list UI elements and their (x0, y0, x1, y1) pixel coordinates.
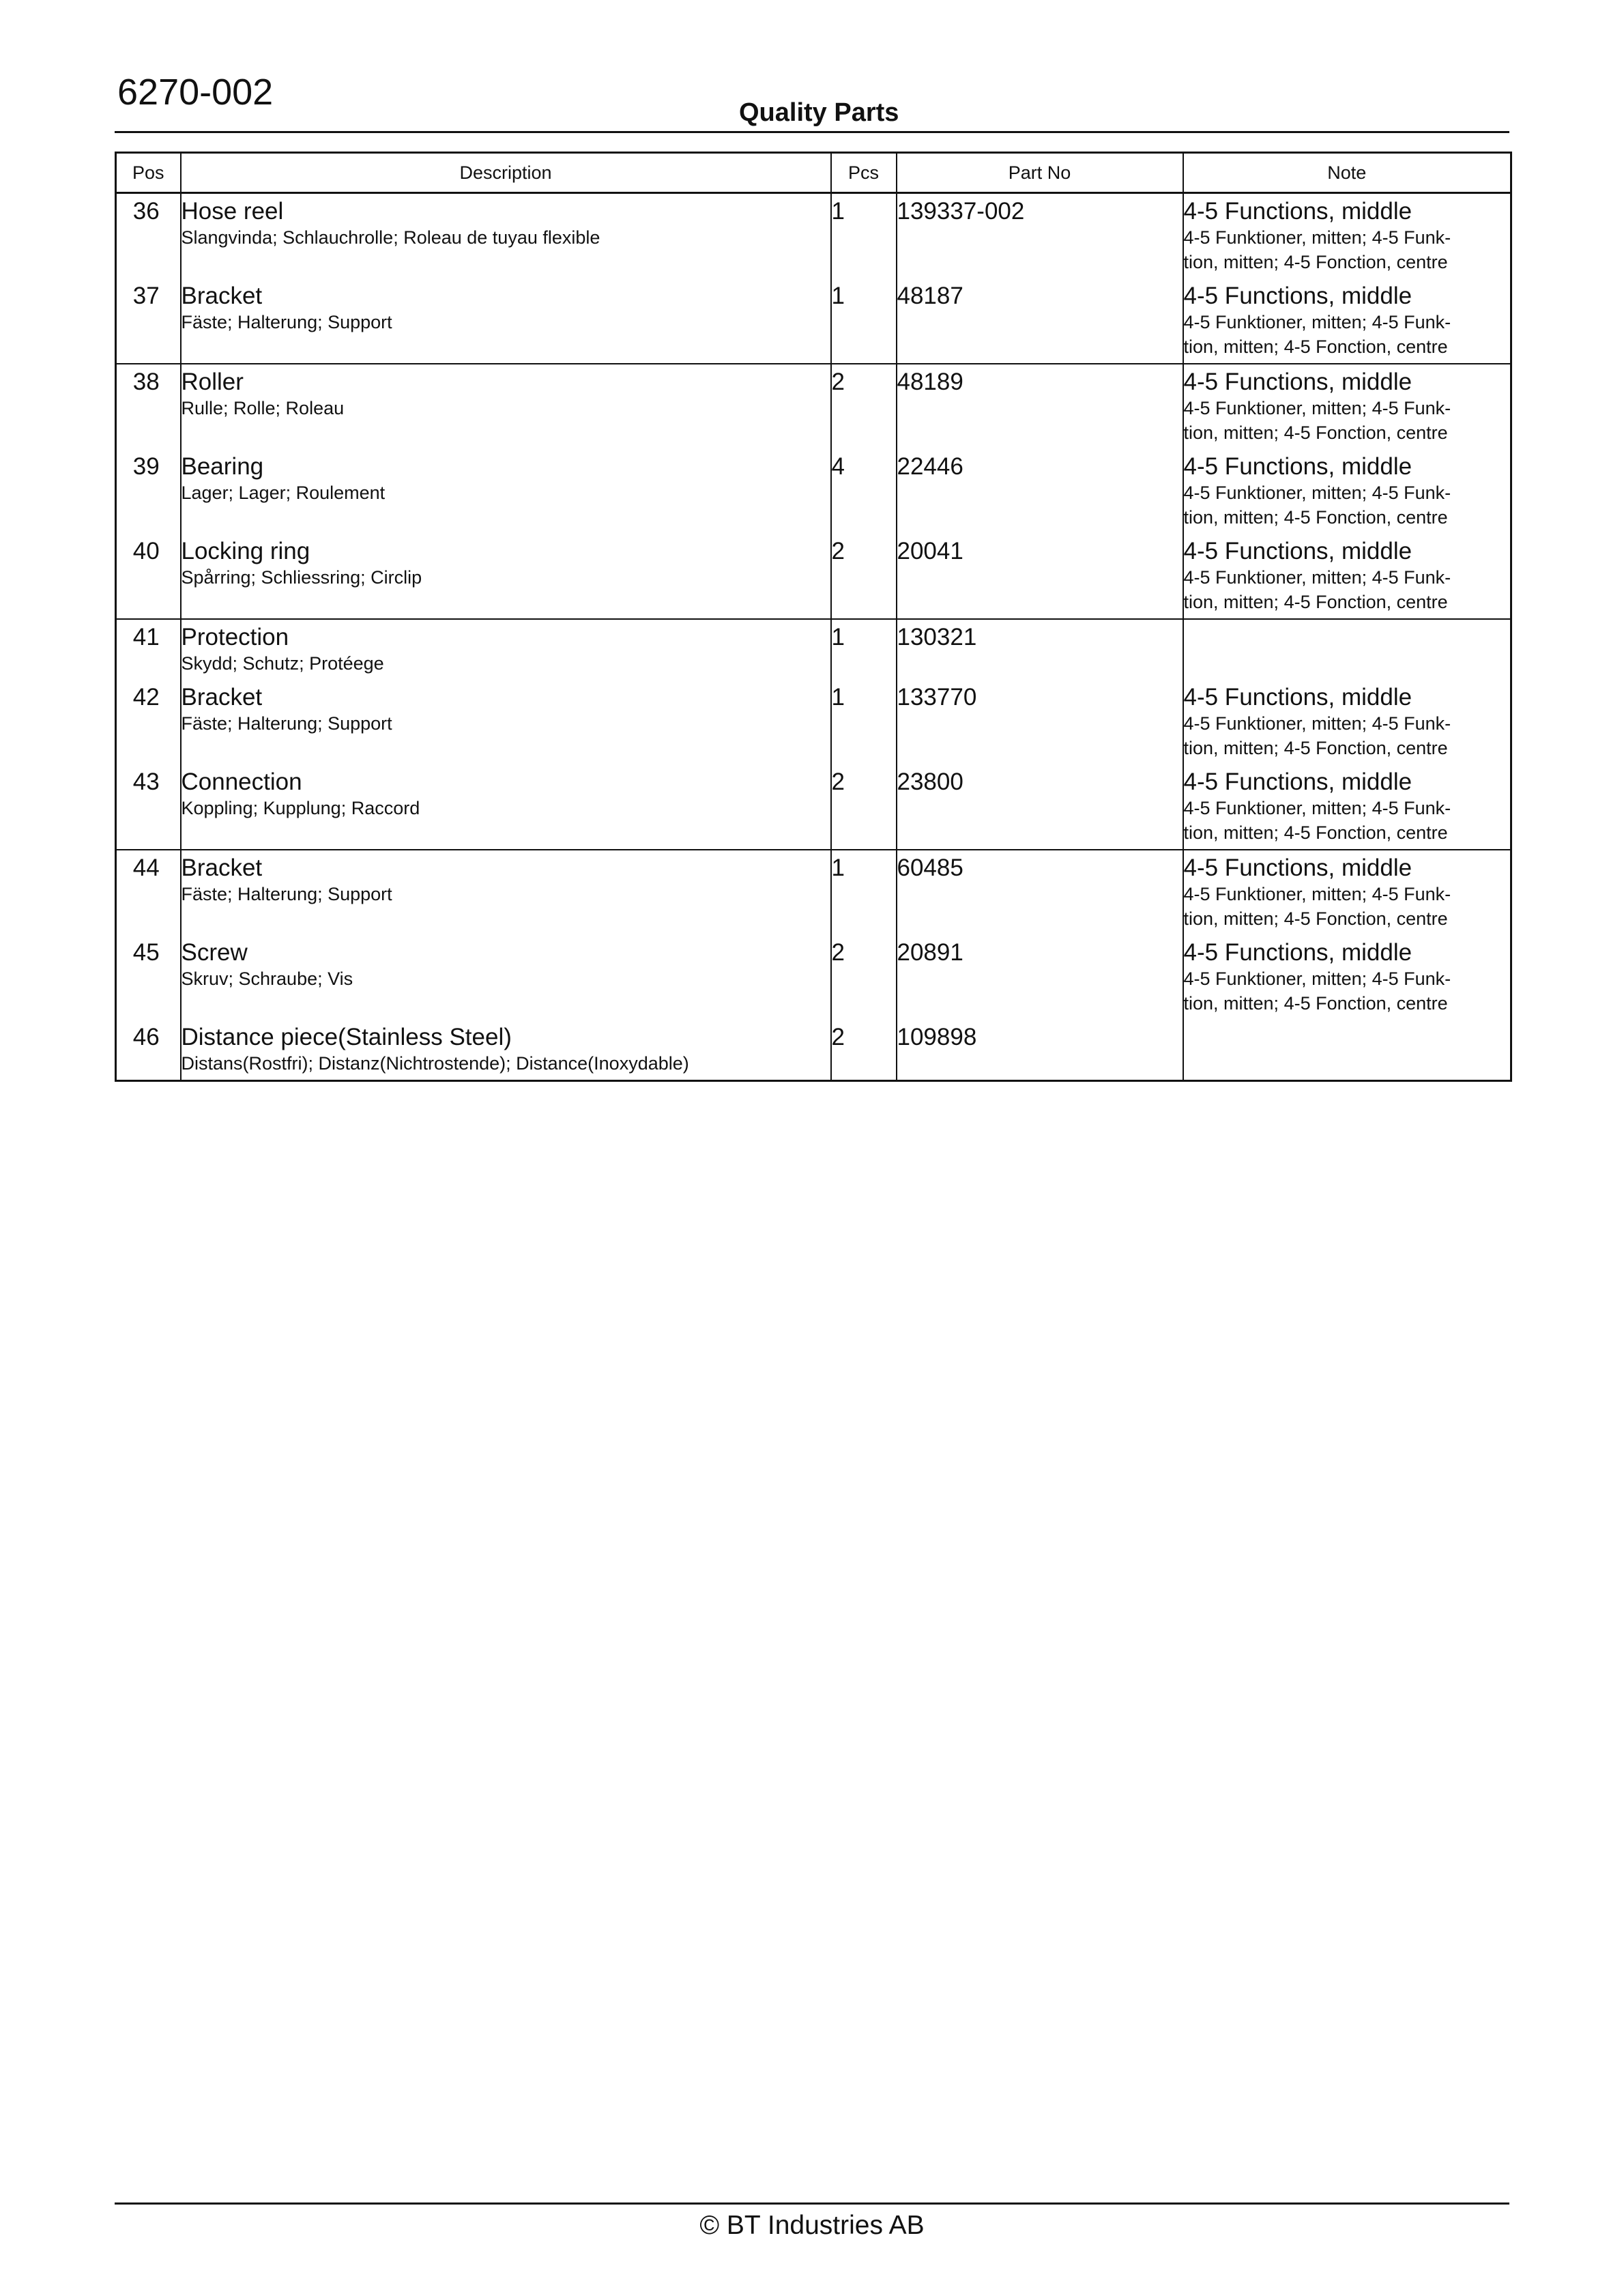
cell-pcs (831, 680, 897, 764)
note-text: 4-5 Functions, middle (1183, 855, 1412, 881)
cell-pcs (831, 449, 897, 534)
part-name: Bracket (181, 283, 263, 309)
cell-part-no (897, 534, 1183, 619)
cell-description (181, 364, 831, 449)
position-number: 38 (132, 369, 160, 395)
table-row (116, 278, 1511, 364)
cell-pos (116, 193, 181, 279)
note-translations: 4-5 Funktioner, mitten; 4-5 Funk-tion, mitten; 4-5 Fonction, centre (1183, 312, 1451, 357)
part-translations: Distans(Rostfri); Distanz(Nichtrostende); Distance(Inoxydable) (181, 1053, 689, 1074)
note-translations: 4-5 Funktioner, mitten; 4-5 Funk-tion, mitten; 4-5 Fonction, centre (1183, 483, 1451, 528)
position-number: 43 (132, 769, 160, 795)
cell-part-no (897, 764, 1183, 850)
cell-description (181, 619, 831, 680)
cell-part-no (897, 364, 1183, 449)
part-number: 23800 (897, 769, 963, 795)
quantity: 1 (831, 684, 845, 711)
cell-part-no (897, 680, 1183, 764)
quantity: 1 (831, 198, 845, 225)
part-translations: Slangvinda; Schlauchrolle; Roleau de tuyau flexible (181, 227, 600, 248)
cell-part-no (897, 850, 1183, 935)
quantity: 2 (831, 769, 845, 795)
column-header-pcs: Pcs (831, 153, 897, 193)
note-translations: 4-5 Funktioner, mitten; 4-5 Funk-tion, mitten; 4-5 Fonction, centre (1183, 713, 1451, 758)
part-translations: Lager; Lager; Roulement (181, 483, 386, 503)
table-row (116, 1020, 1511, 1081)
table-header-row (116, 153, 1511, 193)
column-header-part-no: Part No (897, 153, 1183, 193)
parts-table-body (116, 193, 1511, 1081)
cell-pos (116, 1020, 181, 1081)
table-row (116, 534, 1511, 619)
cell-pos (116, 534, 181, 619)
cell-note (1183, 193, 1511, 279)
cell-description (181, 850, 831, 935)
position-number: 45 (132, 939, 160, 966)
note-text: 4-5 Functions, middle (1183, 453, 1412, 480)
cell-description (181, 764, 831, 850)
note-text: 4-5 Functions, middle (1183, 769, 1412, 795)
note-text: 4-5 Functions, middle (1183, 369, 1412, 395)
part-number: 130321 (897, 624, 977, 650)
note-translations: 4-5 Funktioner, mitten; 4-5 Funk-tion, mitten; 4-5 Fonction, centre (1183, 968, 1451, 1014)
cell-pos (116, 680, 181, 764)
cell-pcs (831, 850, 897, 935)
cell-note (1183, 364, 1511, 449)
note-text: 4-5 Functions, middle (1183, 538, 1412, 564)
quantity: 1 (831, 283, 845, 309)
header-divider (115, 131, 1509, 133)
position-number: 36 (132, 198, 160, 225)
cell-part-no (897, 1020, 1183, 1081)
cell-description (181, 935, 831, 1020)
cell-note (1183, 619, 1511, 680)
part-number: 133770 (897, 684, 977, 711)
part-translations: Rulle; Rolle; Roleau (181, 398, 345, 418)
cell-pcs (831, 764, 897, 850)
part-name: Bearing (181, 453, 264, 480)
part-name: Locking ring (181, 538, 310, 564)
cell-pos (116, 935, 181, 1020)
quantity: 2 (831, 369, 845, 395)
cell-note (1183, 850, 1511, 935)
cell-part-no (897, 619, 1183, 680)
note-text: 4-5 Functions, middle (1183, 283, 1412, 309)
note-text: 4-5 Functions, middle (1183, 198, 1412, 225)
note-translations: 4-5 Funktioner, mitten; 4-5 Funk-tion, mitten; 4-5 Fonction, centre (1183, 567, 1451, 612)
quantity: 2 (831, 939, 845, 966)
cell-pos (116, 619, 181, 680)
cell-pcs (831, 1020, 897, 1081)
part-name: Bracket (181, 855, 263, 881)
part-name: Connection (181, 769, 302, 795)
table-row (116, 449, 1511, 534)
part-number: 48189 (897, 369, 963, 395)
table-row (116, 619, 1511, 680)
part-name: Roller (181, 369, 244, 395)
cell-note (1183, 278, 1511, 364)
cell-part-no (897, 449, 1183, 534)
part-name: Distance piece(Stainless Steel) (181, 1024, 512, 1050)
cell-part-no (897, 278, 1183, 364)
part-translations: Fäste; Halterung; Support (181, 713, 392, 734)
quantity: 4 (831, 453, 845, 480)
position-number: 46 (132, 1024, 160, 1050)
parts-table (115, 152, 1512, 1082)
table-row (116, 193, 1511, 279)
note-translations: 4-5 Funktioner, mitten; 4-5 Funk-tion, mitten; 4-5 Fonction, centre (1183, 798, 1451, 843)
cell-part-no (897, 193, 1183, 279)
column-header-note: Note (1183, 153, 1511, 193)
note-text (1184, 620, 1511, 624)
cell-note (1183, 935, 1511, 1020)
cell-pcs (831, 193, 897, 279)
cell-note (1183, 449, 1511, 534)
quantity: 1 (831, 855, 845, 881)
position-number: 44 (132, 855, 160, 881)
quantity: 2 (831, 538, 845, 564)
table-row (116, 850, 1511, 935)
cell-pos (116, 764, 181, 850)
part-number: 48187 (897, 283, 963, 309)
note-translations: 4-5 Funktioner, mitten; 4-5 Funk-tion, mitten; 4-5 Fonction, centre (1183, 884, 1451, 929)
position-number: 41 (132, 624, 160, 650)
note-text: 4-5 Functions, middle (1183, 684, 1412, 711)
part-translations: Koppling; Kupplung; Raccord (181, 798, 420, 818)
cell-pcs (831, 534, 897, 619)
position-number: 39 (132, 453, 160, 480)
part-number: 20041 (897, 538, 963, 564)
note-translations: 4-5 Funktioner, mitten; 4-5 Funk-tion, mitten; 4-5 Fonction, centre (1183, 398, 1451, 443)
cell-note (1183, 680, 1511, 764)
footer-copyright: © BT Industries AB (699, 2211, 925, 2240)
part-translations: Skydd; Schutz; Protéege (181, 653, 384, 674)
cell-note (1183, 534, 1511, 619)
part-translations: Fäste; Halterung; Support (181, 884, 392, 904)
cell-pos (116, 278, 181, 364)
cell-note (1183, 1020, 1511, 1081)
document-number: 6270-002 (117, 72, 274, 113)
table-row (116, 364, 1511, 449)
cell-description (181, 1020, 831, 1081)
position-number: 37 (132, 283, 160, 309)
part-translations: Skruv; Schraube; Vis (181, 968, 353, 989)
position-number: 40 (132, 538, 160, 564)
note-text: 4-5 Functions, middle (1183, 939, 1412, 966)
cell-pos (116, 850, 181, 935)
note-translations: 4-5 Funktioner, mitten; 4-5 Funk-tion, mitten; 4-5 Fonction, centre (1183, 227, 1451, 272)
column-header-description: Description (181, 153, 831, 193)
footer-divider (115, 2202, 1509, 2205)
quantity: 2 (831, 1024, 845, 1050)
cell-note (1183, 764, 1511, 850)
cell-description (181, 278, 831, 364)
cell-description (181, 449, 831, 534)
part-number: 20891 (897, 939, 963, 966)
cell-part-no (897, 935, 1183, 1020)
part-number: 22446 (897, 453, 963, 480)
table-row (116, 680, 1511, 764)
quantity: 1 (831, 624, 845, 650)
table-row (116, 764, 1511, 850)
column-header-pos: Pos (116, 153, 181, 193)
part-number: 139337-002 (897, 198, 1025, 225)
cell-pcs (831, 278, 897, 364)
note-text (1184, 1020, 1511, 1024)
part-name: Protection (181, 624, 289, 650)
table-row (116, 935, 1511, 1020)
cell-pcs (831, 364, 897, 449)
cell-description (181, 193, 831, 279)
part-translations: Spårring; Schliessring; Circlip (181, 567, 422, 588)
part-translations: Fäste; Halterung; Support (181, 312, 392, 332)
part-name: Screw (181, 939, 248, 966)
part-number: 60485 (897, 855, 963, 881)
part-name: Bracket (181, 684, 263, 711)
position-number: 42 (132, 684, 160, 711)
cell-description (181, 534, 831, 619)
cell-description (181, 680, 831, 764)
part-number: 109898 (897, 1024, 977, 1050)
cell-pcs (831, 619, 897, 680)
cell-pos (116, 449, 181, 534)
cell-pcs (831, 935, 897, 1020)
page-title: Quality Parts (739, 98, 899, 127)
part-name: Hose reel (181, 198, 284, 225)
cell-pos (116, 364, 181, 449)
